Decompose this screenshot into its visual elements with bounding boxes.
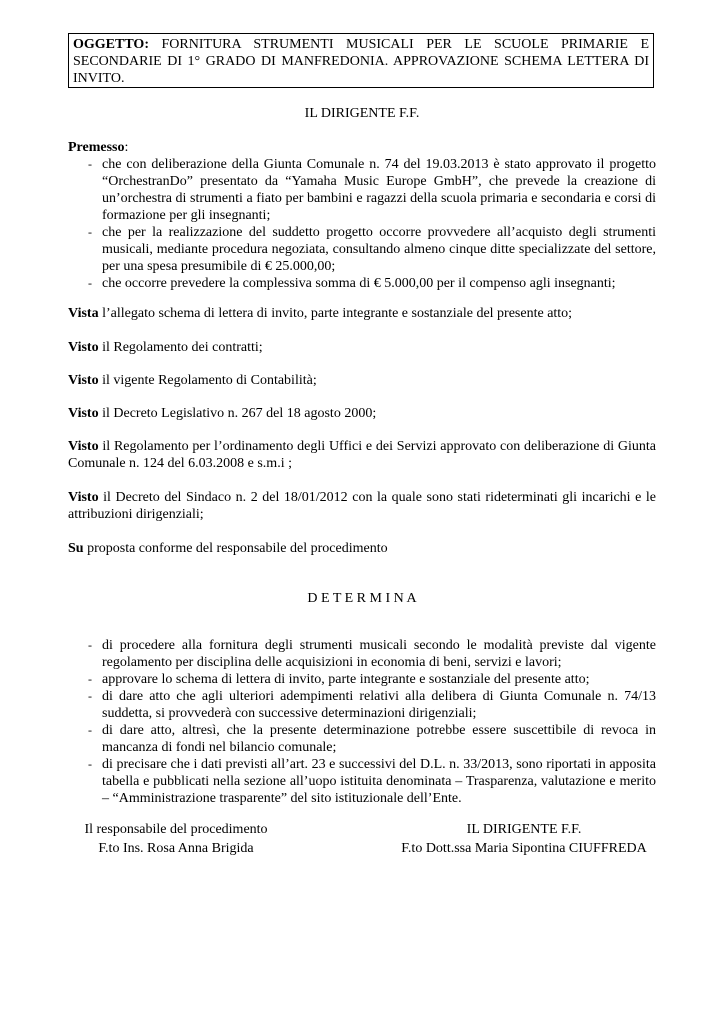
premesso-suffix: : [124,140,129,155]
signature-left-name: F.to Ins. Rosa Anna Brigida [98,841,254,856]
consideration-visto-regolamento [68,438,656,472]
premesso-label: Premesso [68,140,125,155]
determina-item-5: di precisare che i dati previsti all’art. 23 e successivi del D.L. n. 33/2013, sono riportati in apposita tabella e pubblicati nella sezione all’uopo istituita denominata – Trasparenza, valutazione e merito – “Amministrazione trasparente” del sito istituzionale dell’Ente. [102,757,656,806]
dash-bullet: - [88,157,92,171]
determina-section [68,637,656,807]
consideration-keyword: Visto [68,439,99,454]
consideration-text: il Regolamento per l’ordinamento degli Uffici e dei Servizi approvato con deliberazione di Giunta Comunale n. 124 del 6.03.2008 e s.m.i ; [68,439,656,471]
consideration-keyword: Visto [68,490,99,505]
subject-label: OGGETTO: [73,37,149,52]
consideration-visto-sindaco [68,489,656,523]
premesso-item-2: che per la realizzazione del suddetto progetto occorre provvedere all’acquisto degli strumenti musicali, mediante procedura negoziata, consultando almeno cinque ditte specializzate del settore, per una spesa presumibile di € 25.000,00; [102,225,656,274]
determina-item-2: approvare lo schema di lettera di invito, parte integrante e sostanziale del presente atto; [102,672,590,687]
consideration-visto-contabilita [68,372,656,389]
page-heading: IL DIRIGENTE F.F. [304,106,420,121]
consideration-text: l’allegato schema di lettera di invito, parte integrante e sostanziale del presente atto; [98,306,573,321]
dash-bullet: - [88,638,92,652]
consideration-keyword: Su [68,541,84,556]
dash-bullet: - [88,276,92,290]
list-item [68,671,656,688]
list-item [68,224,656,275]
subject-box [68,33,654,88]
list-item [68,722,656,756]
dash-bullet: - [88,689,92,703]
subject-text: FORNITURA STRUMENTI MUSICALI PER LE SCUOLE PRIMARIE E SECONDARIE DI 1° GRADO DI MANFREDONIA. APPROVAZIONE SCHEMA LETTERA DI INVITO. [73,37,649,86]
signature-left-role: Il responsabile del procedimento [84,822,268,837]
signature-right-role: IL DIRIGENTE F.F. [466,822,582,837]
consideration-keyword: Vista [68,306,99,321]
determina-item-3: di dare atto che agli ulteriori adempimenti relativi alla delibera di Giunta Comunale n. 74/13 suddetta, si provvederà con successive determinazioni dirigenziali; [102,689,656,721]
determina-title: D E T E R M I N A [307,591,417,606]
consideration-text: il Decreto Legislativo n. 267 del 18 agosto 2000; [98,406,377,421]
consideration-keyword: Visto [68,340,99,355]
consideration-keyword: Visto [68,373,99,388]
determina-list [68,637,656,807]
consideration-vista [68,305,656,322]
consideration-visto-contratti [68,339,656,356]
dash-bullet: - [88,672,92,686]
list-item [68,275,656,292]
dash-bullet: - [88,225,92,239]
signature-left [76,820,276,858]
consideration-su-proposta [68,540,656,557]
list-item [68,688,656,722]
signature-right [390,820,658,858]
determina-item-1: di procedere alla fornitura degli strumenti musicali secondo le modalità previste dal vigente regolamento per disciplina delle acquisizioni in economia di beni, servizi e lavori; [102,638,656,670]
consideration-text: il Regolamento dei contratti; [98,340,263,355]
consideration-text: il vigente Regolamento di Contabilità; [98,373,317,388]
consideration-keyword: Visto [68,406,99,421]
consideration-text: il Decreto del Sindaco n. 2 del 18/01/2012 con la quale sono stati rideterminati gli incarichi e le attribuzioni dirigenziali; [68,490,656,522]
determina-item-4: di dare atto, altresì, che la presente determinazione potrebbe essere suscettibile di revoca in mancanza di fondi nel bilancio comunale; [102,723,656,755]
list-item [68,756,656,807]
dash-bullet: - [88,723,92,737]
premesso-list [68,156,656,292]
consideration-text: proposta conforme del responsabile del procedimento [83,541,388,556]
dash-bullet: - [88,757,92,771]
premesso-heading [68,139,656,156]
signature-right-name: F.to Dott.ssa Maria Sipontina CIUFFREDA [401,841,647,856]
premesso-section [68,139,656,292]
premesso-item-3: che occorre prevedere la complessiva somma di € 5.000,00 per il compenso agli insegnanti; [102,276,616,291]
list-item [68,637,656,671]
premesso-item-1: che con deliberazione della Giunta Comunale n. 74 del 19.03.2013 è stato approvato il progetto “OrchestranDo” presentato da “Yamaha Music Europe GmbH”, che prevede la creazione di un’orchestra di strumenti a fiato per bambini e ragazzi della scuola primaria e secondaria e corsi di formazione per gli insegnanti; [102,157,656,223]
consideration-visto-decreto [68,405,656,422]
list-item [68,156,656,224]
